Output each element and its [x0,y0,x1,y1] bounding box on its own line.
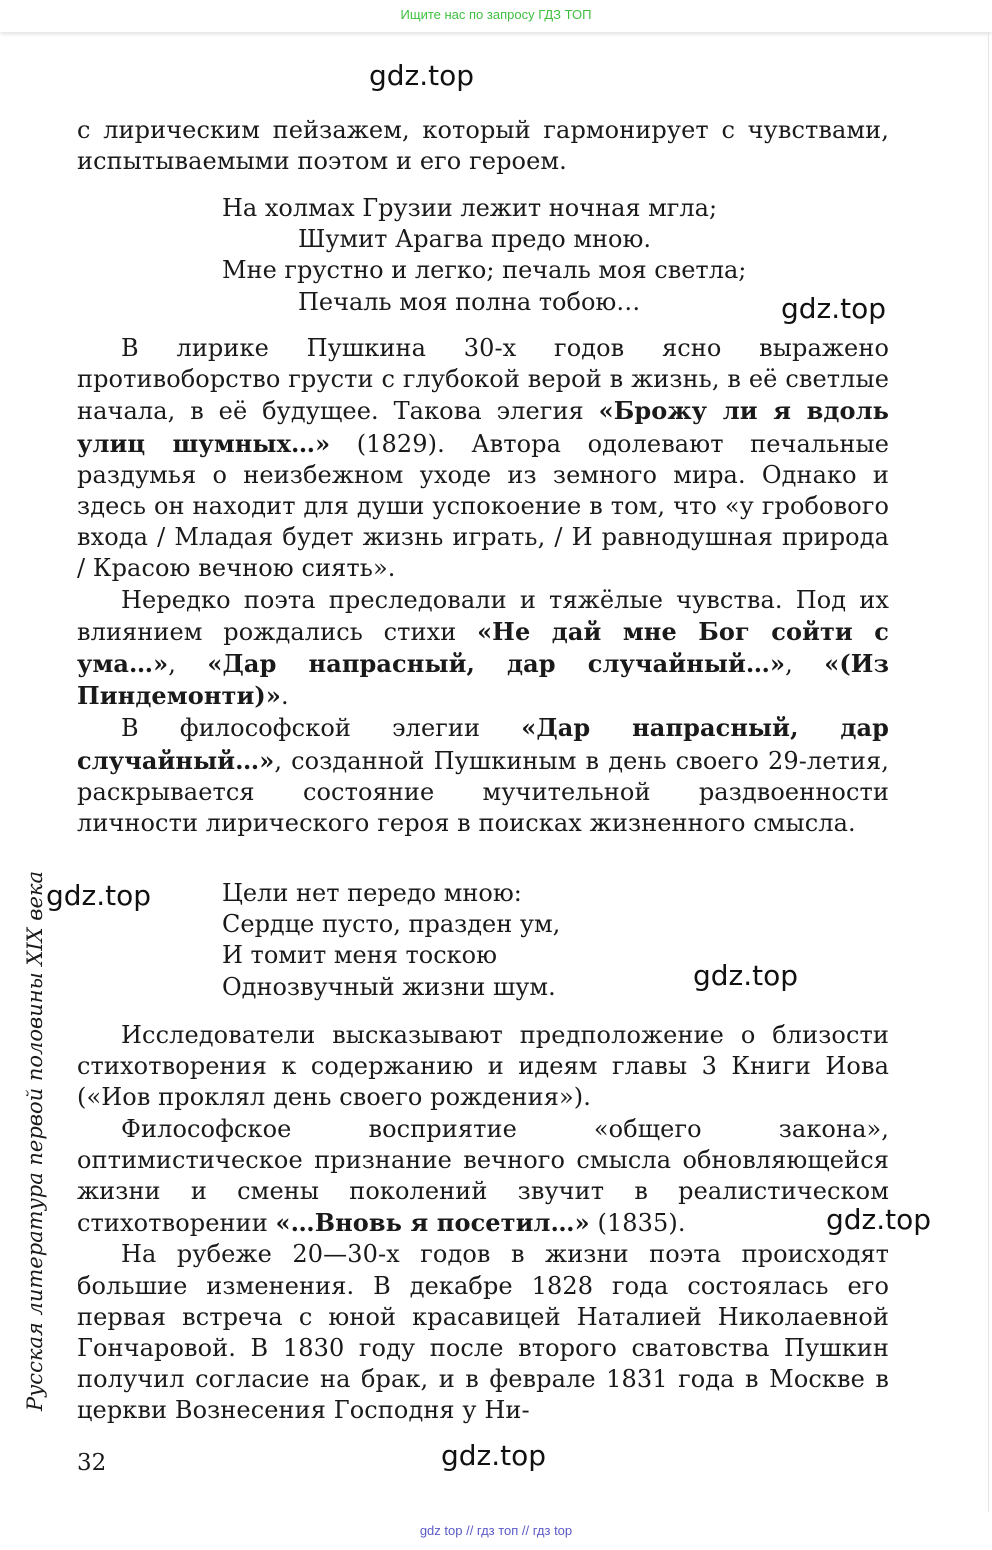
watermark: gdz.top [781,292,887,325]
text-span: (1835). [589,1209,686,1238]
text-span: , [168,650,208,679]
paragraph-intro: с лирическим пейзажем, который гармонирует с чувствами, испытываемыми поэтом и его героем. [77,116,889,176]
poem-title: «(Из Пиндемонти)» [77,649,889,711]
paragraph-researchers: Исследователи высказывают предположение о близости стихотворения к содержанию и идеям главы 3 Книги Иова («Иов проклял день своего рождения»). [77,1021,889,1112]
page-number: 32 [77,1450,107,1476]
poem-title: «Не дай мне Бог сойти с ума…» [77,616,889,679]
paragraph-life-changes: На рубеже 20—30-х годов в жизни поэта происходят большие изменения. В декабре 1828 года состоялась его первая встреча с юной красавицей Наталией Николаевной Гончаровой. В 1830 году после второго сватовства Пушкин получил согласие на брак, и в феврале 1831 года в Москве в церкви Вознесения Господня у Ни- [77,1240,889,1425]
text-span: . [280,682,289,711]
verse-line: На холмах Грузии лежит ночная мгла; [222,194,718,222]
watermark: gdz.top [46,879,152,912]
paragraph-general-law [77,1114,889,1240]
text-block-main [77,333,889,839]
text-span: , [785,650,825,679]
watermark: gdz.top [369,59,475,92]
text-span: Философское восприятие «общего закона», оптимистическое признание вечного смысла обновляющейся жизни и смены поколений звучит в реалистическом стихотворении [77,1114,889,1238]
verse-line: И томит меня тоскою [222,941,498,970]
verse-georgia [222,193,746,318]
sidebar-book-title: Русская литература первой половины XIX века [23,871,47,1411]
page-edge-line [988,32,989,1512]
paragraph-lyrics-30s [77,333,889,585]
top-banner: Ищите нас по запросу ГДЗ ТОП [0,0,992,32]
watermark: gdz.top [693,959,799,992]
verse-line: Печаль моя полна тобою… [298,287,641,316]
text-span: В философской элегии [121,714,522,743]
text-span: , созданной Пушкиным в день своего 29-летия, раскрывается состояние мучительной раздвоенности личности лирического героя в поисках жизненного смысла. [77,746,889,838]
poem-title: «Дар напрасный, дар случайный…» [77,713,889,775]
poem-title: «Брожу ли я вдоль улиц шумных…» [77,396,889,458]
verse-line: Однозвучный жизни шум. [222,972,556,1001]
paragraph-heavy-feelings [77,585,889,713]
text-span: Нередко поэта преследовали и тяжёлые чувства. Под их влиянием рождались стихи [77,585,889,646]
footer-links: gdz top // гдз топ // гдз top [419,1523,573,1538]
poem-title: «…Вновь я посетил…» [275,1208,590,1238]
text-block-lower [77,1020,889,1427]
text-block-intro [77,115,889,177]
verse-gift [222,878,560,1003]
verse-line: Шумит Арагва предо мною. [298,225,652,254]
watermark: gdz.top [826,1203,932,1236]
text-span: В лирике Пушкина 30-х годов ясно выражено противоборство грусти с глубокой верой в жизнь, в её светлые начала, в её будущее. Такова элегия [77,334,889,426]
paragraph-philosophical-elegy [77,712,889,839]
verse-line: Сердце пусто, празден ум, [222,910,561,939]
poem-title: «Дар напрасный, дар случайный…» [207,649,786,679]
verse-line: Мне грустно и легко; печаль моя светла; [222,256,747,285]
text-span: (1829). Автора одолевают печальные раздумья о неизбежном уходе из земного мира. Однако и здесь он находит для души успокоение в том, что «у гробового входа / Младая будет жизнь играть, / И равнодушная природа / Красою вечною сиять». [77,429,889,583]
verse-line: Цели нет передо мною: [222,879,522,907]
watermark: gdz.top [441,1439,547,1472]
